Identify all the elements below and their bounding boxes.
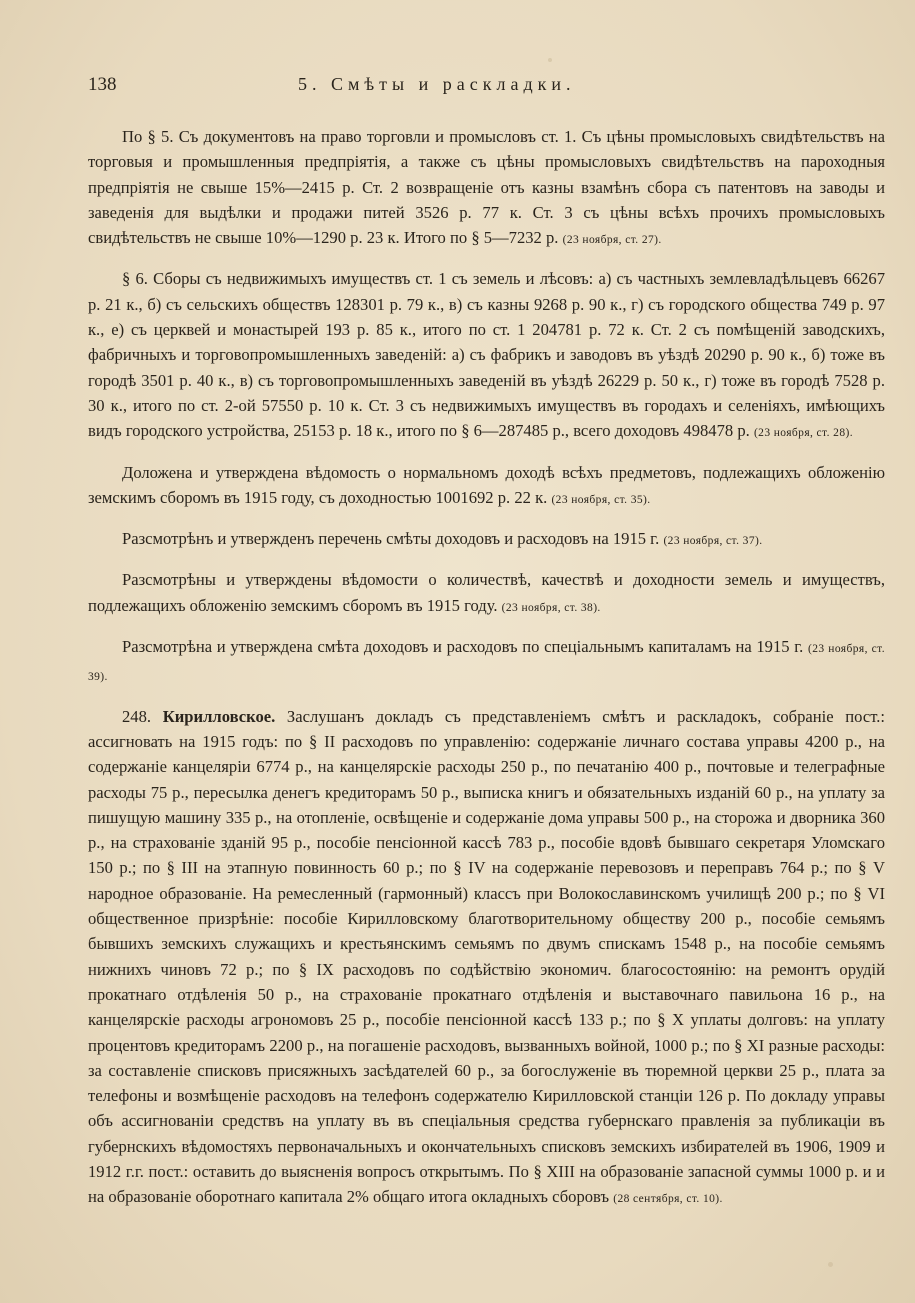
date-reference: (23 ноября, ст. 37). bbox=[663, 535, 763, 548]
paragraph-text: Разсмотрѣна и утверждена смѣта доходовъ и расходовъ по спеціальнымъ капиталамъ на 1915 г. bbox=[122, 637, 804, 657]
paragraph-land-statements bbox=[88, 567, 885, 621]
paper-speck bbox=[828, 1262, 833, 1267]
district-name: Кирилловское. bbox=[162, 706, 276, 726]
paragraph-kirillovskoe bbox=[88, 704, 885, 1213]
paragraph-normal-income bbox=[88, 460, 885, 514]
page-header bbox=[88, 74, 885, 108]
paragraph-text: Доложена и утверждена вѣдомость о нормальномъ доходѣ всѣхъ предметовъ, подлежащихъ обложенію земскимъ сборомъ въ 1915 году, съ доходностью 1001692 р. 22 к. bbox=[88, 462, 885, 507]
paragraph-text: Разсмотрѣнъ и утвержденъ перечень смѣты доходовъ и расходовъ на 1915 г. bbox=[122, 529, 660, 549]
date-reference: (23 ноября, ст. 28). bbox=[753, 427, 853, 440]
running-title: 5. Смѣты и раскладки. bbox=[298, 74, 576, 94]
item-number: 248. bbox=[122, 706, 163, 726]
paper-speck bbox=[548, 58, 552, 62]
page-number: 138 bbox=[88, 74, 117, 95]
paragraph-text: По § 5. Съ документовъ на право торговли и промысловъ ст. 1. Съ цѣны промысловыхъ свидѣтельствъ на торговыя и промышленныя предпріятія, а также съ цѣны промысловыхъ свидѣтельствъ на пароходныя предпріятія не свыше 15%—2415 р. Ст. 2 возвращеніе отъ казны взамѣнъ сбора съ патентовъ на заводы и заведенія для выдѣлки и продажи питей 3526 р. 77 к. Ст. 3 съ цѣны всѣхъ прочихъ промысловыхъ свидѣтельствъ не свыше 10%—1290 р. 23 к. Итого по § 5—7232 р. bbox=[88, 127, 885, 248]
paragraph-section-6 bbox=[88, 266, 885, 446]
paragraph-text: Разсмотрѣны и утверждены вѣдомости о количествѣ, качествѣ и доходности земель и имуществъ, подлежащихъ обложенію земскимъ сборомъ въ 1915 году. bbox=[88, 570, 885, 615]
date-reference: (23 ноября, ст. 38). bbox=[501, 601, 601, 614]
date-reference: (28 сентября, ст. 10). bbox=[613, 1193, 723, 1206]
date-reference: (23 ноября, ст. 35). bbox=[551, 493, 651, 506]
paragraph-text: Заслушанъ докладъ съ представленіемъ смѣтъ и раскладокъ, собраніе пост.: ассигновать на 1915 годъ: по § II расходовъ по управленію: содержаніе личнаго состава управы 4200 р., на содержаніе канцеляріи 6774 р., на канцелярскіе расходы 250 р., по печатанію 400 р., почтовые и телеграфные расходы 75 р., пересылка денегъ кредиторамъ 50 р., выписка книгъ и обязательныхъ изданій 60 р., на уплату за пишущую машину 335 р., на отопленіе, освѣщеніе и содержаніе дома управы 500 р., на сторожа и дворника 360 р., на страхованіе зданій 95 р., пособіе пенсіонной кассѣ 783 р., пособіе вдовѣ бывшаго секретаря Уломскаго 150 р.; по § III на этапную повинность 60 р.; по § IV на содержаніе перевозовъ и переправъ 764 р.; по § V народное образованіе. На ремесленный (гармонный) классъ при Волокославинскомъ училищѣ 200 р.; по § VI общественное призрѣніе: пособіе Кирилловскому благотворительному обществу 200 р., пособіе семьямъ бывшихъ земскихъ служащихъ и крестьянскимъ семьямъ по двумъ спискамъ 1548 р., на пособіе семьямъ нижнихъ чиновъ 72 р.; по § IX расходовъ по содѣйствію экономич. благосостоянію: на ремонтъ орудій прокатнаго отдѣленія 50 р., на страхованіе прокатнаго отдѣленія и выставочнаго павильона 16 р., на канцелярскіе расходы агрономовъ 25 р., пособіе пенсіонной кассѣ 133 р.; по § X уплаты долговъ: на уплату процентовъ кредиторамъ 2200 р., на погашеніе расходовъ, вызванныхъ войной, 1000 р.; по § XI разные расходы: за составленіе списковъ присяжныхъ засѣдателей 60 р., за богослуженіе въ тюремной церкви 25 р., плата за телефоны и возмѣщеніе расходовъ на телефонъ содержателю Кирилловской станціи 126 р. По докладу управы объ ассигнованіи средствъ на уплату въ въ спеціальныя средства губернскаго правленія за публикаціи въ губернскихъ вѣдомостяхъ первоначальныхъ и окончательныхъ списковъ земскихъ избирателей въ 1906, 1909 и 1912 г.г. пост.: оставить до выясненія вопросъ открытымъ. По § XIII на образованіе запасной суммы 1000 р. и и на образованіе оборотнаго капитала 2% общаго итога окладныхъ сборовъ bbox=[88, 706, 885, 1207]
date-reference: (23 ноября, ст. 27). bbox=[562, 234, 662, 247]
paragraph-text: § 6. Сборы съ недвижимыхъ имуществъ ст. 1 съ земель и лѣсовъ: а) съ частныхъ землевладѣльцевъ 66267 р. 21 к., б) съ сельскихъ обществъ 128301 р. 79 к., в) съ казны 9268 р. 90 к., г) съ городского общества 749 р. 97 к., е) съ церквей и монастырей 193 р. 85 к., итого по ст. 1 204781 р. 72 к. Ст. 2 съ помѣщеній заводскихъ, фабричныхъ и торговопромышленныхъ заведеній: а) съ фабрикъ и заводовъ въ уѣздѣ 20290 р. 90 к., б) тоже въ городѣ 3501 р. 40 к., в) съ торговопромышленныхъ заведеній въ уѣздѣ 26229 р. 50 к., г) тоже въ городѣ 7528 р. 30 к., итого по ст. 2-ой 57550 р. 10 к. Ст. 3 съ недвижимыхъ имуществъ въ городахъ и селеніяхъ, имѣющихъ видъ городского устройства, 25153 р. 18 к., итого по § 6—287485 р., всего доходовъ 498478 р. bbox=[88, 269, 885, 441]
paragraph-estimate-list bbox=[88, 526, 885, 554]
date-reference: (23 ноября, ст. 39). bbox=[88, 643, 885, 684]
paragraph-section-5 bbox=[88, 124, 885, 253]
paragraph-special-capitals bbox=[88, 634, 885, 691]
